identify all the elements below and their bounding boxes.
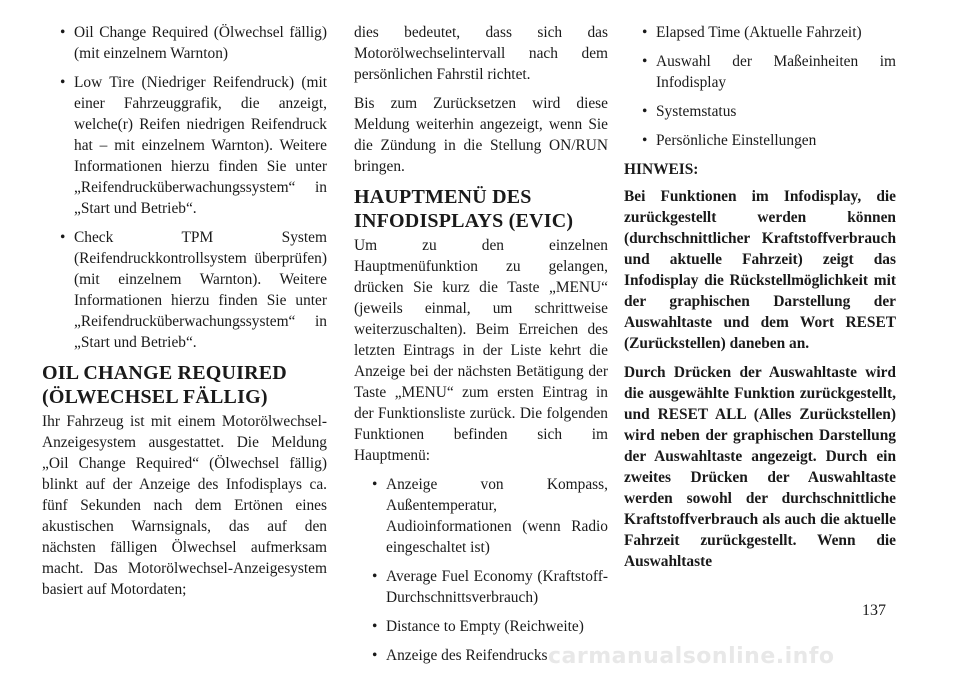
list-item: • Systemstatus: [624, 101, 896, 122]
main-menu-list-continued: [624, 22, 896, 151]
section-heading-main-menu: HAUPTMENÜ DES INFODISPLAYS (EVIC): [354, 186, 574, 232]
list-item: • Check TPM System (Reifendruckkontrollsystem überprüfen) (mit einzelnem Warnton). Weitere Informationen hierzu finden Sie unter „Reifendrucküberwachungssystem“ in „Start und Betrieb“.: [42, 227, 327, 353]
note-paragraph: Bei Funktionen im Infodisplay, die zurückgestellt werden können (durchschnittlicher Kraftstoffverbrauch und aktuelle Fahrzeit) zeigt das Infodisplay die Rückstellmöglichkeit mit der graphischen Darstellung der Auswahltaste und dem Wort RESET (Zurückstellen) daneben an.: [624, 188, 896, 352]
page-number: 137: [862, 602, 886, 619]
list-item: • Persönliche Einstellungen: [624, 130, 896, 151]
list-item: • Distance to Empty (Reichweite): [354, 616, 608, 637]
main-menu-list: [354, 474, 608, 666]
right-column: [624, 22, 896, 580]
list-item: • Elapsed Time (Aktuelle Fahrzeit): [624, 22, 896, 43]
main-menu-paragraph: Um zu den einzelnen Hauptmenüfunktion zu gelangen, drücken Sie kurz die Taste „MENU“ (jeweils einmal, um schrittweise weiterzuschalten). Beim Erreichen des letzten Eintrags in der Liste kehrt die Anzeige bei der nächsten Betätigung der Taste „MENU“ zum ersten Eintrag in der Funktionsliste zurück. Die folgenden Funktionen befinden sich im Hauptmenü:: [354, 237, 608, 464]
list-item: • Anzeige des Reifendrucks: [354, 645, 608, 666]
list-item: • Low Tire (Niedriger Reifendruck) (mit einer Fahrzeuggrafik, die anzeigt, welche(r) Reifen niedrigen Reifendruck hat – mit einzelnem Warnton). Weitere Informationen hierzu finden Sie unter „Reifendrucküberwachungssystem“ in „Start und Betrieb“.: [42, 72, 327, 219]
note-label: HINWEIS:: [624, 161, 699, 178]
oil-change-paragraph: Ihr Fahrzeug ist mit einem Motorölwechsel-Anzeigesystem ausgestattet. Die Meldung „Oil Change Required“ (Ölwechsel fällig) blinkt auf der Anzeige des Infodisplays ca. fünf Sekunden nach dem Ertönen eines akustischen Warnsignals, das auf den nächsten fälligen Ölwechsel aufmerksam macht. Das Motorölwechsel-Anzeigesystem basiert auf Motordaten;: [42, 413, 327, 598]
note-paragraph: Durch Drücken der Auswahltaste wird die ausgewählte Funktion zurückgestellt, und RESET ALL (Alles Zurückstellen) wird neben der graphischen Darstellung der Auswahltaste angezeigt. Durch ein zweites Drücken der Auswahltaste werden sowohl der durchschnittliche Kraftstoffverbrauch als auch die aktuelle Fahrzeit zurückgestellt. Wenn die Auswahltaste: [624, 364, 896, 570]
watermark: carmanualsonline.info: [548, 644, 835, 669]
middle-column: [354, 22, 608, 674]
left-column: [42, 22, 327, 608]
list-item: • Anzeige von Kompass, Außentemperatur, Audioinformationen (wenn Radio eingeschaltet ist): [354, 474, 608, 558]
section-heading-oil-change: OIL CHANGE REQUIRED (ÖLWECHSEL FÄLLIG): [42, 362, 287, 408]
list-item: • Oil Change Required (Ölwechsel fällig) (mit einzelnem Warnton): [42, 22, 327, 64]
list-item: • Average Fuel Economy (Kraftstoff-Durchschnittsverbrauch): [354, 566, 608, 608]
paragraph: dies bedeutet, dass sich das Motorölwechselintervall nach dem persönlichen Fahrstil richtet.: [354, 24, 608, 83]
list-item: • Auswahl der Maßeinheiten im Infodisplay: [624, 51, 896, 93]
warning-list: [42, 22, 327, 353]
paragraph: Bis zum Zurücksetzen wird diese Meldung weiterhin angezeigt, wenn Sie die Zündung in die Stellung ON/RUN bringen.: [354, 95, 608, 175]
